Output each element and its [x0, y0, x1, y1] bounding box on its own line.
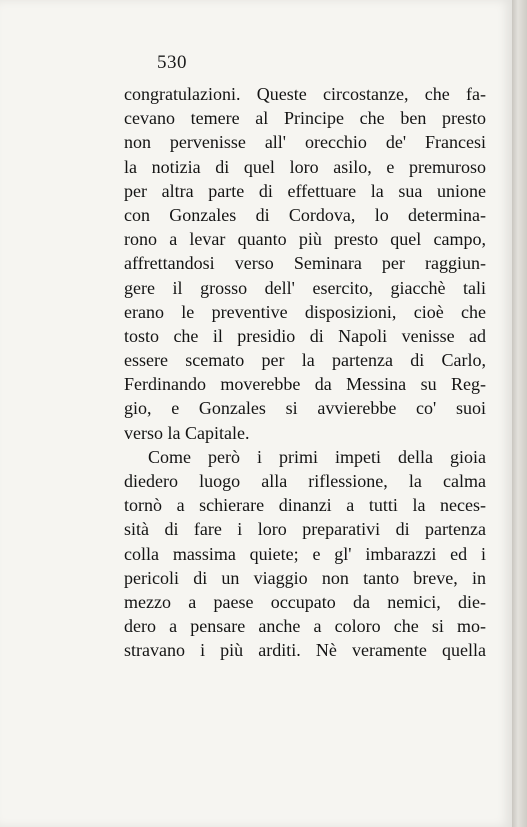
text-line: diedero luogo alla riflessione, la calma: [124, 471, 486, 491]
text-line: erano le preventive disposizioni, cioè che: [124, 301, 486, 322]
text-line: tornò a schierare dinanzi a tutti la neces-: [124, 495, 486, 516]
text-line: colla massima quiete; e gl' imbarazzi ed i: [124, 543, 486, 564]
text-line: Ferdinando moverebbe da Messina su Reg-: [124, 374, 486, 395]
paragraph-end-line: verso la Capitale.: [124, 422, 250, 443]
page-edge: [512, 0, 527, 827]
text-line: cevano temere al Principe che ben presto: [124, 108, 486, 129]
text-line: dero a pensare anche a coloro che si mo-: [124, 616, 486, 637]
text-line: non pervenisse all' orecchio de' Francesi: [124, 132, 486, 153]
text-line: pericoli di un viaggio non tanto breve, in: [124, 567, 486, 588]
text-line: affrettandosi verso Seminara per raggiun-: [124, 253, 486, 274]
page-number: 530: [157, 52, 187, 73]
text-line: sità di fare i loro preparativi di partenza: [124, 519, 486, 540]
text-line: congratulazioni. Queste circostanze, che fa-: [124, 84, 486, 104]
paragraph-start-line: Come però i primi impeti della gioia: [148, 446, 486, 467]
body-text: [124, 82, 486, 663]
text-line: tosto che il presidio di Napoli venisse ad: [124, 325, 486, 346]
text-line: la notizia di quel loro asilo, e premuroso: [124, 156, 486, 177]
text-line: per altra parte di effettuare la sua unione: [124, 180, 486, 201]
text-line: gere il grosso dell' esercito, giacchè tali: [124, 277, 486, 298]
text-line: stravano i più arditi. Nè veramente quella: [124, 640, 486, 661]
text-line: con Gonzales di Cordova, lo determina-: [124, 204, 486, 225]
text-line: mezzo a paese occupato da nemici, die-: [124, 591, 486, 612]
text-line: gio, e Gonzales si avvierebbe co' suoi: [124, 398, 486, 419]
text-line: essere scemato per la partenza di Carlo,: [124, 350, 486, 371]
text-line: rono a levar quanto più presto quel campo,: [124, 229, 486, 250]
